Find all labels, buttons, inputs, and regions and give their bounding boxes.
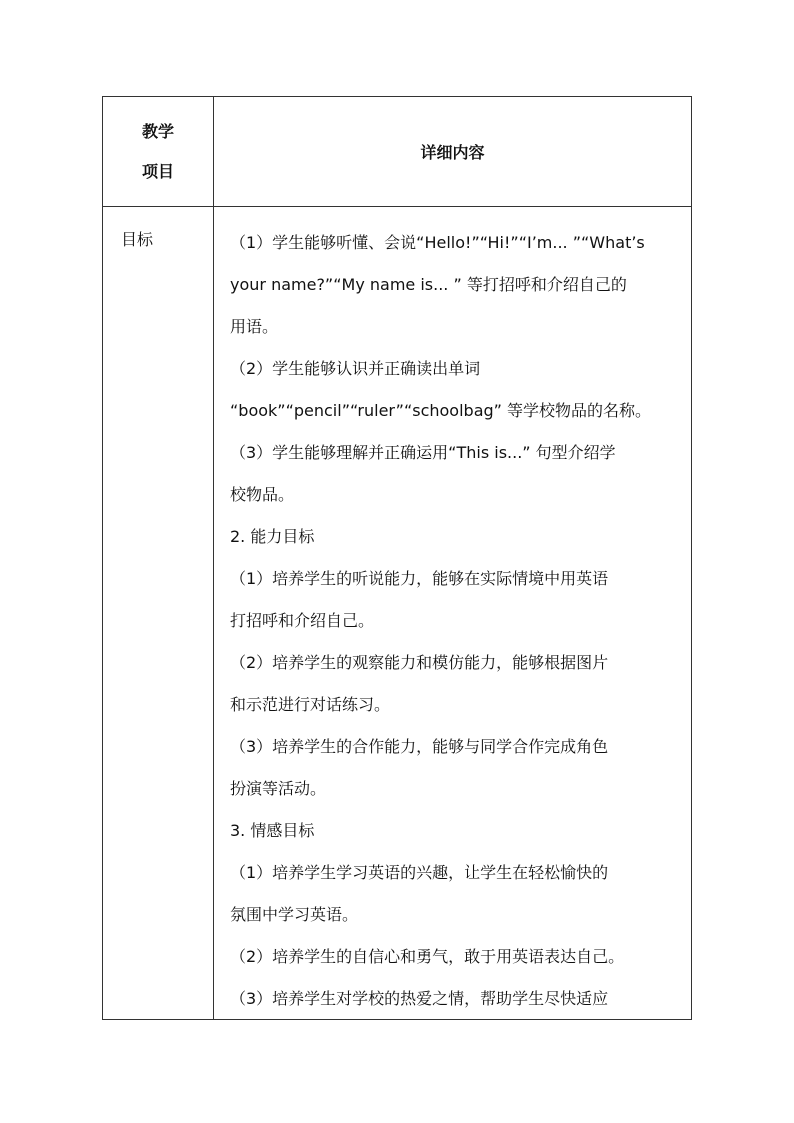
content-line: 和示范进行对话练习。 bbox=[230, 695, 391, 714]
content-line: （3）培养学生的合作能力，能够与同学合作完成角色 bbox=[230, 737, 609, 756]
content-line: 氛围中学习英语。 bbox=[230, 905, 359, 924]
row-label-goals: 目标 bbox=[121, 230, 154, 249]
content-line: （2）学生能够认识并正确读出单词 bbox=[230, 359, 481, 378]
content-line: （1）培养学生学习英语的兴趣，让学生在轻松愉快的 bbox=[230, 863, 609, 882]
content-line: （2）培养学生的观察能力和模仿能力，能够根据图片 bbox=[230, 653, 609, 672]
header-left-line-2: 项目 bbox=[141, 161, 174, 181]
header-cell-teaching-item bbox=[103, 97, 213, 206]
content-line: 打招呼和介绍自己。 bbox=[230, 611, 375, 630]
content-line: 用语。 bbox=[230, 317, 279, 336]
content-line: your name?”“My name is... ” 等打招呼和介绍自己的 bbox=[230, 275, 627, 294]
header-left-line-1: 教学 bbox=[141, 121, 174, 141]
content-line: 3. 情感目标 bbox=[230, 821, 315, 840]
row-divider bbox=[103, 206, 691, 207]
content-line: （2）培养学生的自信心和勇气，敢于用英语表达自己。 bbox=[230, 947, 625, 966]
content-line: “book”“pencil”“ruler”“schoolbag” 等学校物品的名称。 bbox=[230, 401, 652, 420]
content-line: （1）学生能够听懂、会说“Hello!”“Hi!”“I’m... ”“What’s bbox=[230, 233, 645, 252]
content-line: （3）学生能够理解并正确运用“This is...” 句型介绍学 bbox=[230, 443, 616, 462]
content-line: 扮演等活动。 bbox=[230, 779, 327, 798]
goals-content bbox=[230, 222, 680, 1020]
content-line: 2. 能力目标 bbox=[230, 527, 315, 546]
column-divider bbox=[213, 97, 214, 1019]
lesson-table bbox=[102, 96, 692, 1020]
header-cell-details: 详细内容 bbox=[420, 143, 485, 162]
content-line: 校物品。 bbox=[230, 485, 295, 504]
content-line: （1）培养学生的听说能力，能够在实际情境中用英语 bbox=[230, 569, 609, 588]
content-line: （3）培养学生对学校的热爱之情，帮助学生尽快适应 bbox=[230, 989, 609, 1008]
